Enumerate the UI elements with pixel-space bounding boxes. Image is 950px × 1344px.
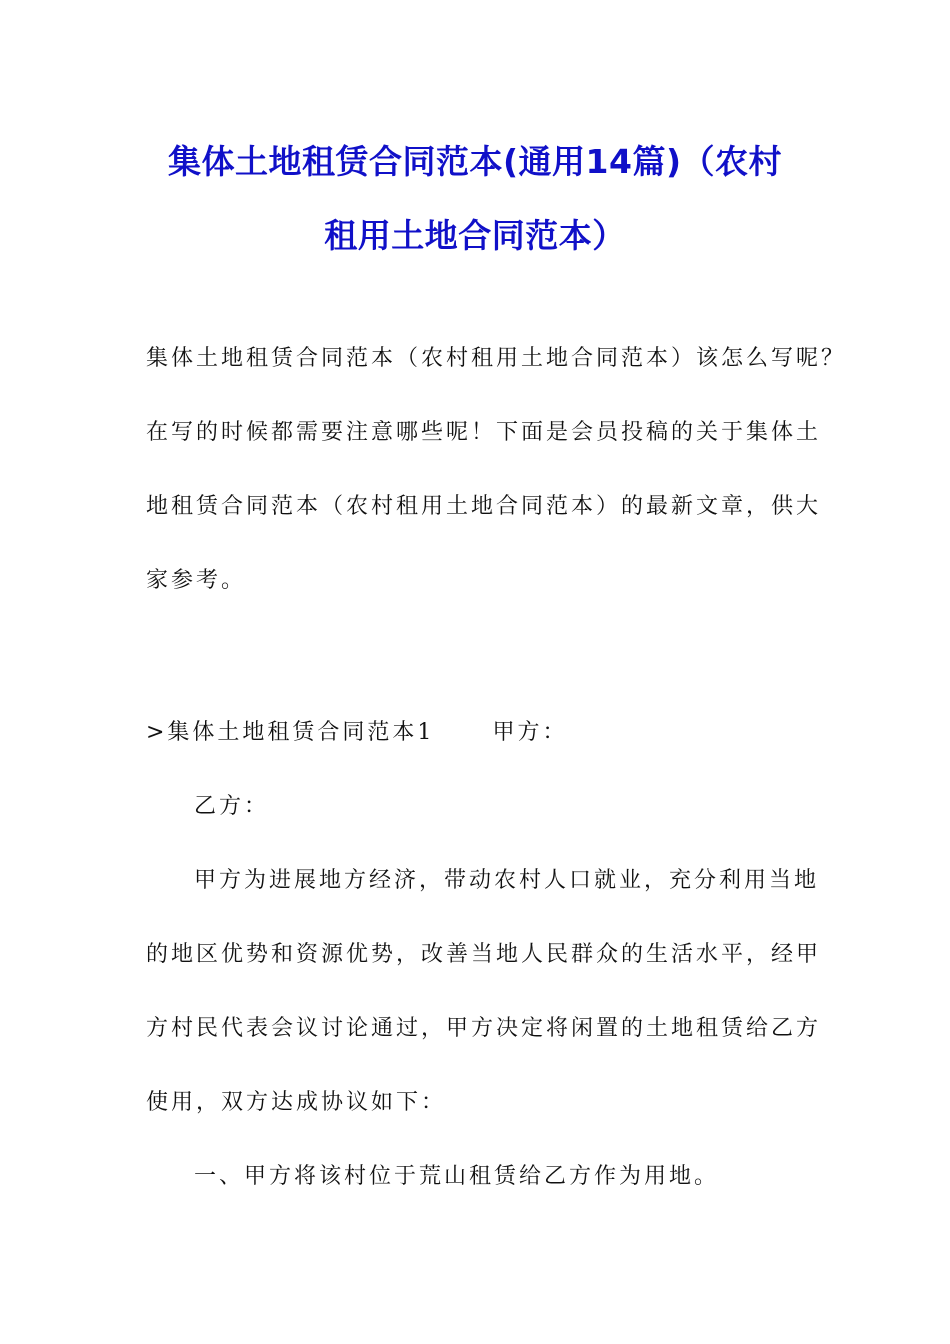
document-title [120, 128, 830, 276]
intro-line-1: 集体土地租赁合同范本（农村租用土地合同范本）该怎么写呢？ [146, 346, 847, 371]
title-line-1: 集体土地租赁合同范本(通用14篇)（农村 [167, 142, 783, 181]
party-a-label: 甲方： [492, 720, 568, 745]
paragraph-line-2: 的地区优势和资源优势，改善当地人民群众的生活水平，经甲 [146, 942, 822, 967]
section-heading: >集体土地租赁合同范本1 [146, 720, 435, 745]
paragraph-line-3: 方村民代表会议讨论通过，甲方决定将闲置的土地租赁给乙方 [146, 1016, 822, 1041]
paragraph-line-4: 使用，双方达成协议如下： [146, 1090, 447, 1115]
intro-line-4: 家参考。 [146, 568, 247, 593]
section-1 [146, 696, 822, 1214]
section-heading-line [146, 696, 818, 770]
title-line-2: 租用土地合同范本） [324, 216, 626, 255]
clause-1: 一、甲方将该村位于荒山租赁给乙方作为用地。 [194, 1164, 720, 1189]
paragraph-line-1: 甲方为进展地方经济，带动农村人口就业，充分利用当地 [194, 868, 820, 893]
party-b-label: 乙方： [194, 794, 270, 819]
intro-paragraph [146, 322, 847, 618]
intro-line-2: 在写的时候都需要注意哪些呢！下面是会员投稿的关于集体土 [146, 420, 822, 445]
intro-line-3: 地租赁合同范本（农村租用土地合同范本）的最新文章，供大 [146, 494, 822, 519]
